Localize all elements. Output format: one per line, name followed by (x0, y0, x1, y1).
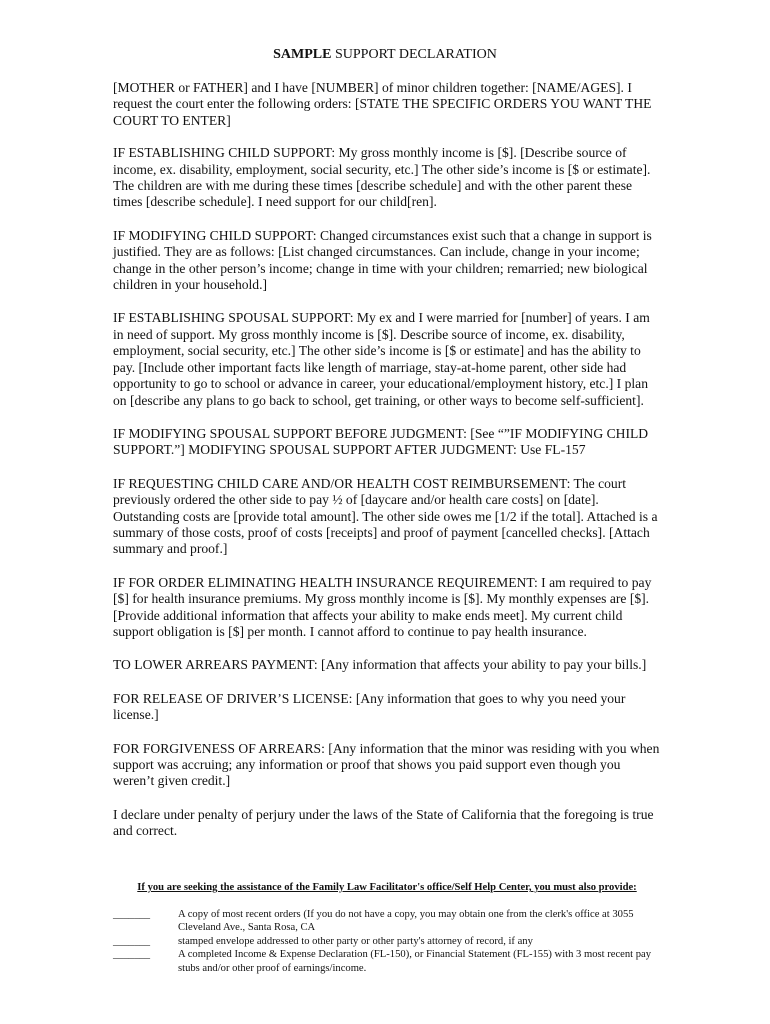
title-rest: SUPPORT DECLARATION (331, 47, 497, 62)
paragraph-health-insurance: IF FOR ORDER ELIMINATING HEALTH INSURANCE REQUIREMENT: I am required to pay [$] for health insurance premiums. My gross monthly income is [$]. My monthly expenses are [$]. [Provide additional information that affects your ability to make ends meet]. My current child support obligation is [$] per month. I cannot afford to continue to pay health insurance. (113, 574, 652, 639)
requirement-text: A completed Income & Expense Declaration (FL-150), or Financial Statement (FL-155) with 3 most recent pay stubs and/or other proof of earnings/income. (178, 949, 652, 974)
requirement-text: A copy of most recent orders (If you do not have a copy, you may obtain one from the clerk's office at 3055 Cleveland Ave., Santa Rosa, CA (178, 909, 634, 934)
checkbox-blank-line[interactable]: _______ (113, 935, 151, 947)
checkbox-blank-line[interactable]: _______ (113, 909, 151, 920)
paragraph-establishing-child-support: IF ESTABLISHING CHILD SUPPORT: My gross monthly income is [$]. [Describe source of income, ex. disability, employment, social security, etc.] The other side’s income is [$ or estimate]. The children are with me during these times [describe schedule] and with the other parent these times [describe schedule]. I need support for our child[ren]. (113, 145, 651, 210)
page-title (0, 46, 770, 64)
requirement-text: stamped envelope addressed to other party or other party's attorney of record, if any (178, 935, 533, 947)
paragraph-cost-reimbursement: IF REQUESTING CHILD CARE AND/OR HEALTH COST REIMBURSEMENT: The court previously ordered the other side to pay ½ of [daycare and/or health care costs] on [date]. Outstanding costs are [provide total amount]. The other side owes me [1/2 if the total]. Attached is a summary of those costs, proof of costs [receipts] and proof of payment [cancelled checks]. [Attach summary and proof.] (113, 475, 658, 557)
requirement-item (113, 935, 661, 948)
requirement-item (113, 908, 661, 935)
requirements-list (113, 908, 661, 975)
requirement-item (113, 948, 661, 975)
paragraph-modifying-spousal-support: IF MODIFYING SPOUSAL SUPPORT BEFORE JUDGMENT: [See “”IF MODIFYING CHILD SUPPORT.”] MODIFYING SPOUSAL SUPPORT AFTER JUDGMENT: Use FL-157 (113, 425, 649, 458)
paragraph-intro: [MOTHER or FATHER] and I have [NUMBER] of minor children together: [NAME/AGES]. I request the court enter the following orders: [STATE THE SPECIFIC ORDERS YOU WANT THE COURT TO ENTER] (113, 80, 652, 128)
title-bold-part: SAMPLE (273, 47, 332, 62)
paragraph-forgiveness-arrears: FOR FORGIVENESS OF ARREARS: [Any information that the minor was residing with you when support was accruing; any information or proof that shows you paid support even though you weren’t given credit.] (113, 740, 660, 789)
paragraph-lower-arrears: TO LOWER ARREARS PAYMENT: [Any information that affects your ability to pay your bills.] (113, 657, 647, 673)
paragraph-modifying-child-support: IF MODIFYING CHILD SUPPORT: Changed circumstances exist such that a change in support is justified. They are as follows: [List changed circumstances. Can include, change in your income; change in the other person’s income; change in time with your children; remarried; new biological children in your household.] (113, 227, 652, 293)
paragraph-establishing-spousal-support: IF ESTABLISHING SPOUSAL SUPPORT: My ex and I were married for [number] of years. I am in need of support. My gross monthly income is [$]. Describe source of income, ex. disability, employment, social security, etc.] The other side’s income is [$ or estimate] and has the ability to pay. [Include other important facts like length of marriage, stay-at-home parent, other side had opportunity to go to school or advance in career, your educational/employment history, etc.] I plan on [describe any plans to go back to school, get training, or other ways to become self-sufficient]. (113, 310, 650, 408)
facilitator-notice: If you are seeking the assistance of the Family Law Facilitator's office/Self Help Center, you must also provide: (137, 882, 637, 893)
declaration-body (113, 80, 661, 857)
paragraph-perjury-declaration: I declare under penalty of perjury under the laws of the State of California that the foregoing is true and correct. (113, 806, 654, 839)
paragraph-drivers-license: FOR RELEASE OF DRIVER’S LICENSE: [Any information that goes to why you need your license.] (113, 690, 626, 723)
checkbox-blank-line[interactable]: _______ (113, 949, 151, 961)
